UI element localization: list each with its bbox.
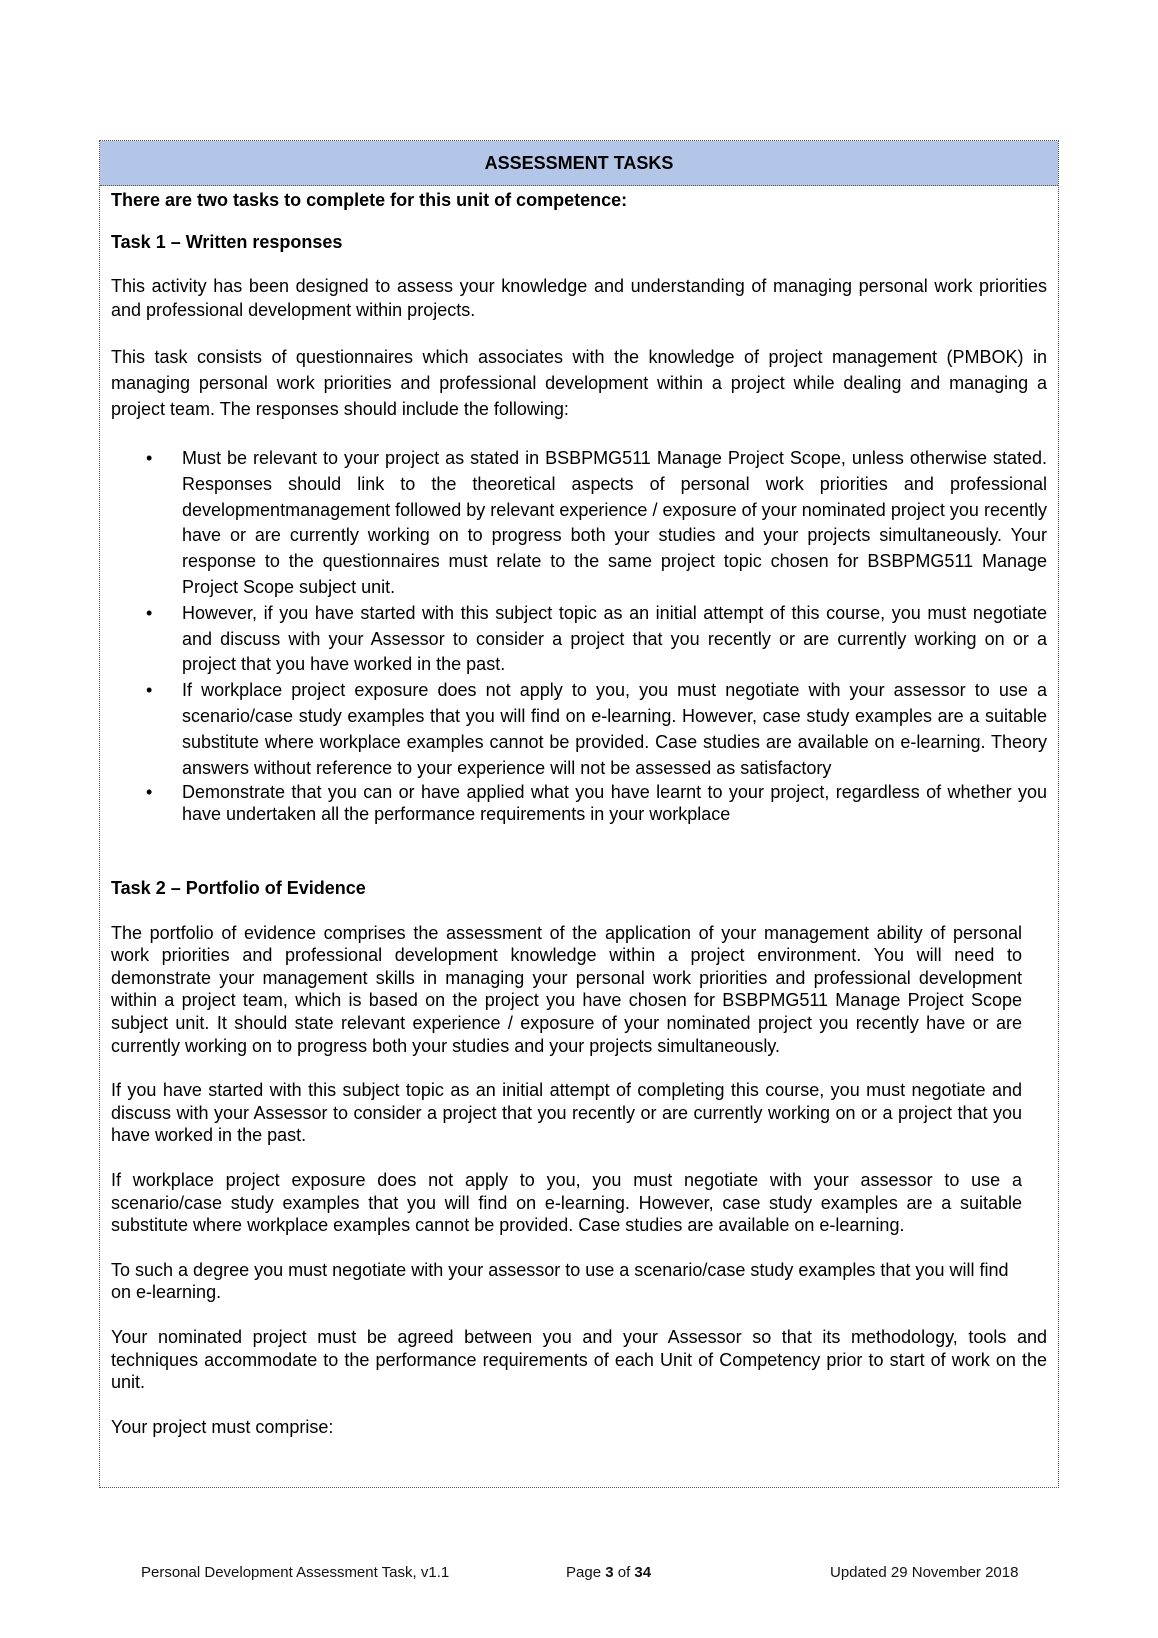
page-of-label: of <box>617 1564 631 1581</box>
bullet-icon: • <box>146 602 153 623</box>
bullet-icon: • <box>146 680 153 701</box>
list-item-text: Must be relevant to your project as stated in BSBPMG511 Manage Project Scope, unless otherwise stated. Responses should link to the theoretical aspects of personal work priorities and professional developmentmanagement followed by relevant experience / exposure of your nominated project you recently have or are currently working on to progress both your studies and your projects simultaneously. Your response to the questionnaires must relate to the same project topic chosen for BSBPMG511 Manage Project Scope subject unit. <box>182 448 1047 597</box>
task1-section <box>100 186 1058 825</box>
task2-paragraph-4: To such a degree you must negotiate with your assessor to use a scenario/case study examples that you will find on e-learning. <box>111 1259 1009 1303</box>
bullet-icon: • <box>146 448 153 468</box>
list-item-text: However, if you have started with this subject topic as an initial attempt of this course, you must negotiate and discuss with your Assessor to consider a project that you recently or are currently working on or a project that you have worked in the past. <box>182 602 1047 675</box>
task2-paragraph-6: Your project must comprise: <box>111 1416 334 1437</box>
footer-document-title: Personal Development Assessment Task, v1.1 <box>141 1564 450 1581</box>
task2-paragraph-5: Your nominated project must be agreed between you and your Assessor so that its methodology, tools and techniques accommodate to the performance requirements of each Unit of Competency prior to start of work on the unit. <box>111 1326 1047 1393</box>
task2-paragraph-3: If workplace project exposure does not apply to you, you must negotiate with your assessor to use a scenario/case study examples that you will find on e-learning. However, case study examples are a suitable substitute where workplace examples cannot be provided. Case studies are available on e-learning. <box>111 1169 1022 1236</box>
task1-paragraph-2: This task consists of questionnaires which associates with the knowledge of project management (PMBOK) in managing personal work priorities and professional development within a project while dealing and managing a project team. The responses should include the following: <box>111 347 1047 419</box>
assessment-tasks-table <box>99 140 1059 1488</box>
page-label: Page <box>566 1564 602 1581</box>
list-item <box>146 601 1047 678</box>
list-item-text: Demonstrate that you can or have applied what you have learnt to your project, regardless of whether you have undertaken all the performance requirements in your workplace <box>182 782 1047 825</box>
list-item <box>146 446 1047 601</box>
task2-paragraph-2: If you have started with this subject topic as an initial attempt of completing this course, you must negotiate and discuss with your Assessor to consider a project that you recently or are currently working on or a project that you have worked in the past. <box>111 1080 1022 1146</box>
list-item <box>146 781 1047 825</box>
task1-paragraph-1: This activity has been designed to assess your knowledge and understanding of managing personal work priorities and professional development within projects. <box>111 276 1047 320</box>
table-header-title: ASSESSMENT TASKS <box>484 152 674 173</box>
task2-section <box>111 877 1047 1438</box>
bullet-icon: • <box>146 782 153 803</box>
total-pages: 34 <box>634 1564 652 1581</box>
current-page: 3 <box>605 1564 614 1581</box>
task2-heading: Task 2 – Portfolio of Evidence <box>111 878 366 898</box>
intro-text: There are two tasks to complete for this unit of competence: <box>111 190 628 210</box>
task1-heading: Task 1 – Written responses <box>111 232 343 252</box>
table-header <box>100 141 1058 186</box>
task1-bullet-list <box>111 446 1047 825</box>
list-item <box>146 678 1047 781</box>
footer-updated-date: Updated 29 November 2018 <box>830 1564 1019 1581</box>
task2-paragraph-1: The portfolio of evidence comprises the assessment of the application of your management ability of personal work priorities and professional development knowledge within a project environment. You will need to demonstrate your management skills in managing your personal work priorities and professional development within a project team, which is based on the project you have chosen for BSBPMG511 Manage Project Scope subject unit. It should state relevant experience / exposure of your nominated project you recently have or are currently working on to progress both your studies and your projects simultaneously. <box>111 922 1022 1056</box>
footer-page-number <box>566 1564 651 1581</box>
list-item-text: If workplace project exposure does not apply to you, you must negotiate with your assessor to use a scenario/case study examples that you will find on e-learning. However, case study examples are a suitable substitute where workplace examples cannot be provided. Case studies are available on e-learning. Theory answers without reference to your experience will not be assessed as satisfactory <box>182 680 1047 778</box>
